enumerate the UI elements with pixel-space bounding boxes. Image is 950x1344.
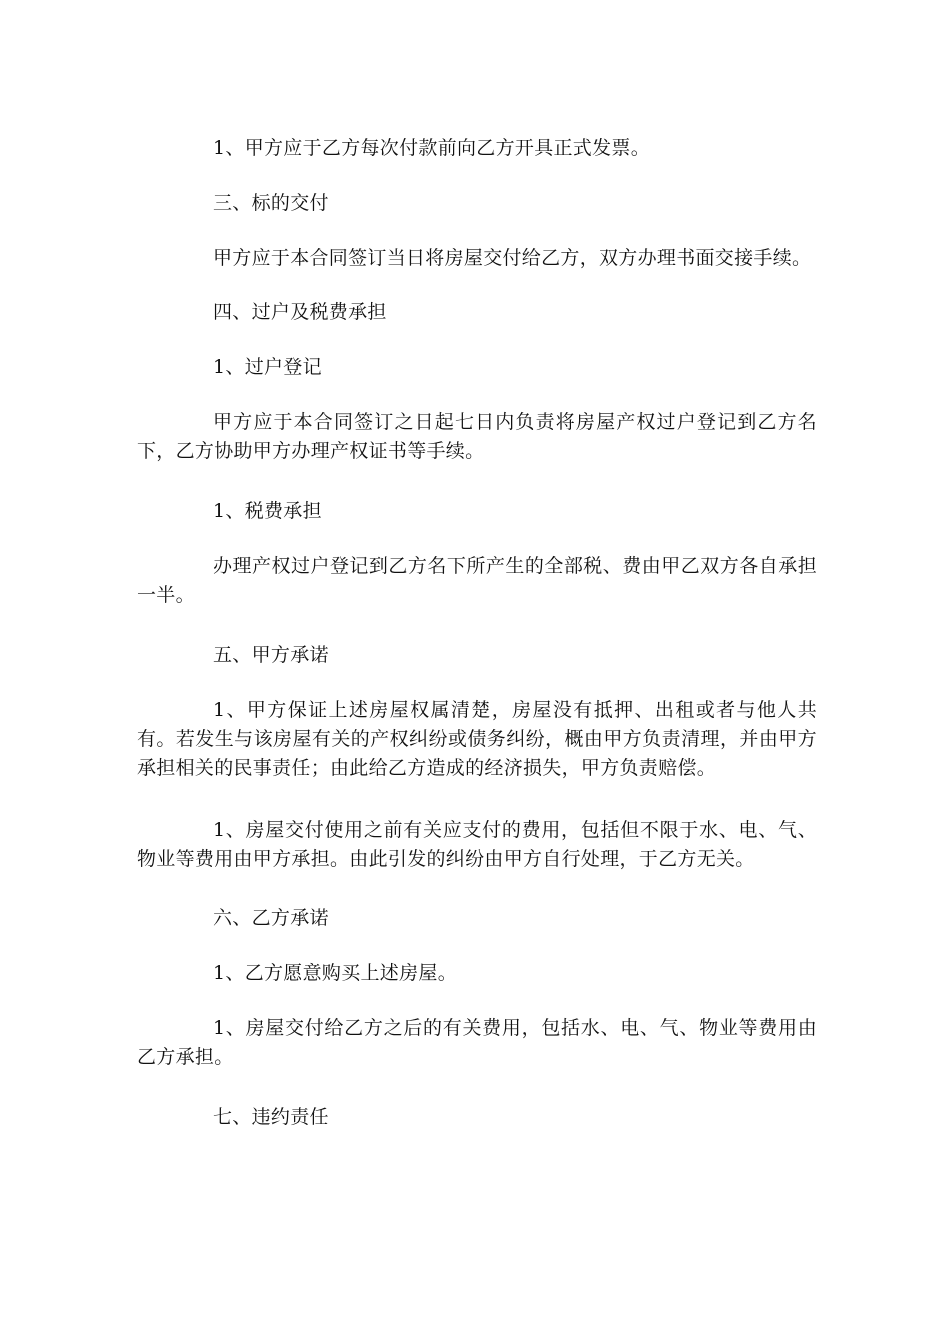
clause-party-b-fees: 1、房屋交付给乙方之后的有关费用，包括水、电、气、物业等费用由乙方承担。 (137, 1017, 817, 1068)
section-heading-breach-liability: 七、违约责任 (213, 1106, 329, 1128)
subheading-tax: 1、税费承担 (213, 500, 322, 522)
clause-delivery: 甲方应于本合同签订当日将房屋交付给乙方，双方办理书面交接手续。 (213, 247, 812, 269)
section-heading-party-b-commitment: 六、乙方承诺 (213, 907, 329, 929)
clause-party-a-title-guarantee: 1、甲方保证上述房屋权属清楚，房屋没有抵押、出租或者与他人共有。若发生与该房屋有关的产权纠纷或债务纠纷，概由甲方负责清理，并由甲方承担相关的民事责任；由此给乙方造成的经济损失，甲方负责赔偿。 (137, 699, 817, 779)
clause-party-a-fees: 1、房屋交付使用之前有关应支付的费用，包括但不限于水、电、气、物业等费用由甲方承担。由此引发的纠纷由甲方自行处理，于乙方无关。 (137, 819, 817, 870)
clause-invoice: 1、甲方应于乙方每次付款前向乙方开具正式发票。 (213, 137, 650, 159)
clause-party-b-purchase: 1、乙方愿意购买上述房屋。 (213, 962, 457, 984)
clause-tax: 办理产权过户登记到乙方名下所产生的全部税、费由甲乙双方各自承担一半。 (137, 555, 817, 606)
section-heading-transfer-tax: 四、过户及税费承担 (213, 301, 387, 323)
section-heading-party-a-commitment: 五、甲方承诺 (213, 644, 329, 666)
clause-transfer-registration: 甲方应于本合同签订之日起七日内负责将房屋产权过户登记到乙方名下，乙方协助甲方办理产权证书等手续。 (137, 411, 817, 462)
section-heading-delivery: 三、标的交付 (213, 192, 329, 214)
subheading-transfer-registration: 1、过户登记 (213, 356, 322, 378)
